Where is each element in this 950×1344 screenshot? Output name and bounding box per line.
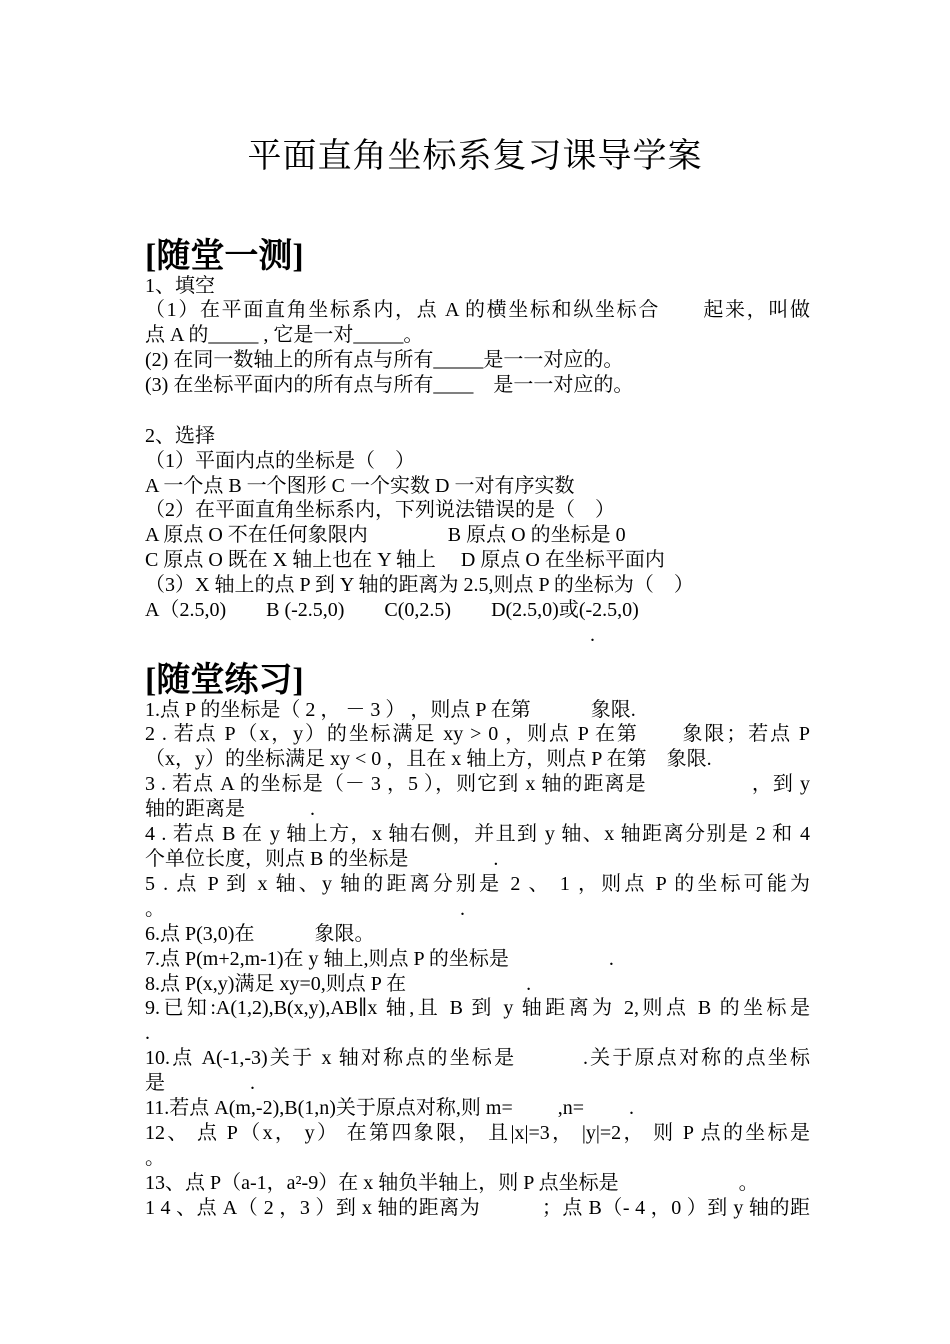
text-line: （2）在平面直角坐标系内，下列说法错误的是（ ） [145,499,615,521]
text-line: 1、填空 [145,275,215,297]
text-line: 6.点 P(3,0)在 象限。 [145,923,375,945]
text-line: 5 . 点 P 到 x 轴、y 轴的距离分别是 2 、 1 ，则点 P 的坐标可能为 [145,873,810,895]
text-line: 8.点 P(x,y)满足 xy=0,则点 P 在 . [145,973,532,995]
text-line: A 一个点 B 一个图形 C 一个实数 D 一对有序实数 [145,475,575,497]
text-line: （1）在平面直角坐标系内，点 A 的横坐标和纵坐标合 起来，叫做 [145,299,810,321]
section-heading-quiz: [随堂一测] [145,238,304,275]
text-line: (3) 在坐标平面内的所有点与所有____ 是一一对应的。 [145,374,634,396]
text-line: 是 . [145,1072,255,1094]
text-line: 个单位长度，则点 B 的坐标是 . [145,848,499,870]
text-line: . [590,624,595,646]
text-line: C 原点 O 既在 X 轴上也在 Y 轴上 D 原点 O 在坐标平面内 [145,549,665,571]
text-line: . [145,1022,150,1044]
text-line: (2) 在同一数轴上的所有点与所有_____是一一对应的。 [145,349,624,371]
text-line: 9.已知:A(1,2),B(x,y),AB∥x 轴,且 B 到 y 轴距离为 2,则点 B 的坐标是 [145,997,810,1019]
text-line: （x，y）的坐标满足 xy < 0 ，且在 x 轴上方，则点 P 在第 象限. [145,748,712,770]
text-line: 13、点 P（a-1，a²-9）在 x 轴负半轴上，则 P 点坐标是 。 [145,1172,759,1194]
text-line: A（2.5,0) B (-2.5,0) C(0,2.5) D(2.5,0)或(-2.5,0) [145,599,639,621]
text-line: 11.若点 A(m,-2),B(1,n)关于原点对称,则 m= ,n= . [145,1097,635,1119]
text-line: 1 4 、点 A（ 2 ，3 ）到 x 轴的距离为 ；点 B（- 4 ，0 ）到 y 轴的距 [145,1197,810,1219]
text-line: A 原点 O 不在任何象限内 B 原点 O 的坐标是 0 [145,524,626,546]
text-line: 点 A 的_____ , 它是一对_____。 [145,324,424,346]
section-heading-practice: [随堂练习] [145,662,304,699]
text-line: （3）X 轴上的点 P 到 Y 轴的距离为 2.5,则点 P 的坐标为（ ） [145,574,694,596]
text-line: 1.点 P 的坐标是（ 2 ， － 3 ） ，则点 P 在第 象限. [145,699,636,721]
text-line: 2 . 若点 P（x，y）的坐标满足 xy > 0 ，则点 P 在第 象限；若点 P [145,723,810,745]
page-title: 平面直角坐标系复习课导学案 [247,138,703,175]
text-line: 2、选择 [145,425,215,447]
text-line: （1）平面内点的坐标是（ ） [145,450,415,472]
text-line: 10.点 A(-1,-3)关于 x 轴对称点的坐标是 .关于原点对称的点坐标 [145,1047,810,1069]
text-line: 。 [145,1147,165,1169]
text-line: 。 . [145,898,465,920]
text-line: 3 . 若点 A 的坐标是（－ 3 ，5 ），则它到 x 轴的距离是 ，到 y [145,773,810,795]
text-line: 12、 点 P（x， y） 在第四象限， 且|x|=3， |y|=2， 则 P 点的坐标是 [145,1122,810,1144]
text-line: 轴的距离是 . [145,798,315,820]
text-line: 4 . 若点 B 在 y 轴上方，x 轴右侧，并且到 y 轴、x 轴距离分别是 2 和 4 [145,823,810,845]
text-line: 7.点 P(m+2,m-1)在 y 轴上,则点 P 的坐标是 . [145,948,614,970]
